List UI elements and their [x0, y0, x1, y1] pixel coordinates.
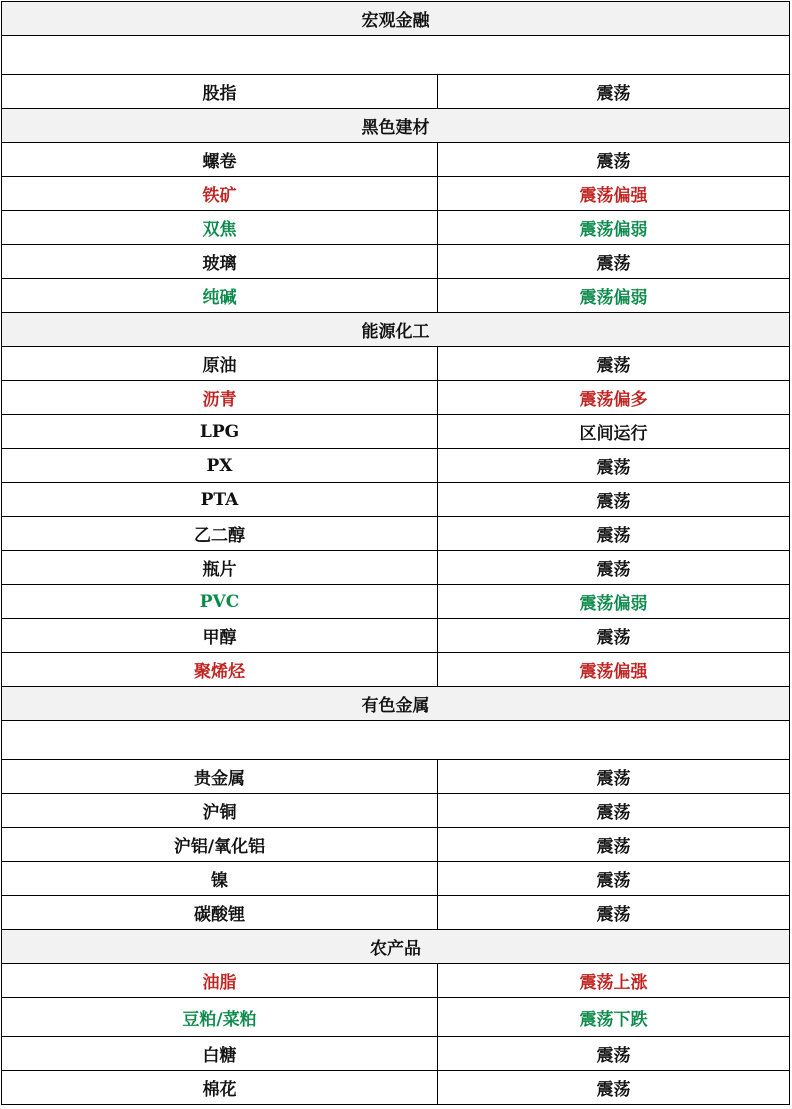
outlook-view: 震荡	[438, 517, 790, 551]
commodity-name: PX	[2, 449, 438, 483]
section-header	[2, 930, 790, 964]
table-row	[2, 483, 790, 517]
outlook-view: 震荡	[438, 1071, 790, 1105]
section-spacer-cell	[2, 721, 790, 760]
section-spacer	[2, 36, 790, 75]
commodity-name: 股指	[2, 75, 438, 109]
commodity-name: 碳酸锂	[2, 896, 438, 930]
table-row	[2, 245, 790, 279]
outlook-view: 震荡偏强	[438, 177, 790, 211]
table-row	[2, 760, 790, 794]
section-title: 能源化工	[2, 313, 790, 347]
table-row	[2, 998, 790, 1037]
outlook-view: 震荡偏多	[438, 381, 790, 415]
commodity-name: 螺卷	[2, 143, 438, 177]
outlook-view: 震荡	[438, 449, 790, 483]
commodity-name: 瓶片	[2, 551, 438, 585]
table-row	[2, 551, 790, 585]
section-title: 农产品	[2, 930, 790, 964]
outlook-view: 震荡偏弱	[438, 279, 790, 313]
commodity-name: PTA	[2, 483, 438, 517]
outlook-view: 震荡	[438, 794, 790, 828]
table-row	[2, 896, 790, 930]
commodity-name: 沪铜	[2, 794, 438, 828]
outlook-view: 区间运行	[438, 415, 790, 449]
outlook-view: 震荡	[438, 483, 790, 517]
outlook-view: 震荡	[438, 896, 790, 930]
section-header	[2, 313, 790, 347]
table-row	[2, 585, 790, 619]
table-row	[2, 177, 790, 211]
outlook-view: 震荡	[438, 245, 790, 279]
commodity-name: 双焦	[2, 211, 438, 245]
outlook-view: 震荡	[438, 347, 790, 381]
section-title: 黑色建材	[2, 109, 790, 143]
table-row	[2, 862, 790, 896]
commodity-name: 棉花	[2, 1071, 438, 1105]
table-body	[2, 2, 790, 1105]
outlook-view: 震荡偏弱	[438, 585, 790, 619]
commodity-name: 白糖	[2, 1037, 438, 1071]
outlook-view: 震荡	[438, 75, 790, 109]
section-title: 宏观金融	[2, 2, 790, 36]
outlook-view: 震荡上涨	[438, 964, 790, 998]
commodity-name: 原油	[2, 347, 438, 381]
outlook-view: 震荡偏弱	[438, 211, 790, 245]
section-header	[2, 687, 790, 721]
table-row	[2, 449, 790, 483]
table-row	[2, 828, 790, 862]
outlook-view: 震荡	[438, 143, 790, 177]
section-title: 有色金属	[2, 687, 790, 721]
commodity-name: 聚烯烃	[2, 653, 438, 687]
table-row	[2, 211, 790, 245]
table-row	[2, 964, 790, 998]
commodity-name: 纯碱	[2, 279, 438, 313]
table-row	[2, 143, 790, 177]
table-row	[2, 1071, 790, 1105]
commodity-name: 甲醇	[2, 619, 438, 653]
commodity-name: 贵金属	[2, 760, 438, 794]
table-row	[2, 794, 790, 828]
section-spacer-cell	[2, 36, 790, 75]
table-row	[2, 75, 790, 109]
commodity-name: PVC	[2, 585, 438, 619]
market-outlook-table	[1, 1, 790, 1105]
table-row	[2, 517, 790, 551]
outlook-view: 震荡	[438, 1037, 790, 1071]
commodity-name: 油脂	[2, 964, 438, 998]
commodity-name: LPG	[2, 415, 438, 449]
outlook-view: 震荡	[438, 862, 790, 896]
section-spacer	[2, 721, 790, 760]
commodity-name: 豆粕/菜粕	[2, 998, 438, 1037]
outlook-view: 震荡	[438, 551, 790, 585]
commodity-name: 沪铝/氧化铝	[2, 828, 438, 862]
table-row	[2, 347, 790, 381]
table-row	[2, 1037, 790, 1071]
commodity-name: 铁矿	[2, 177, 438, 211]
section-header	[2, 2, 790, 36]
table-row	[2, 415, 790, 449]
outlook-view: 震荡	[438, 760, 790, 794]
commodity-name: 沥青	[2, 381, 438, 415]
commodity-name: 玻璃	[2, 245, 438, 279]
table-row	[2, 381, 790, 415]
table-row	[2, 619, 790, 653]
commodity-name: 乙二醇	[2, 517, 438, 551]
outlook-view: 震荡	[438, 619, 790, 653]
table-row	[2, 279, 790, 313]
commodity-name: 镍	[2, 862, 438, 896]
outlook-view: 震荡下跌	[438, 998, 790, 1037]
section-header	[2, 109, 790, 143]
table-row	[2, 653, 790, 687]
outlook-view: 震荡	[438, 828, 790, 862]
outlook-view: 震荡偏强	[438, 653, 790, 687]
